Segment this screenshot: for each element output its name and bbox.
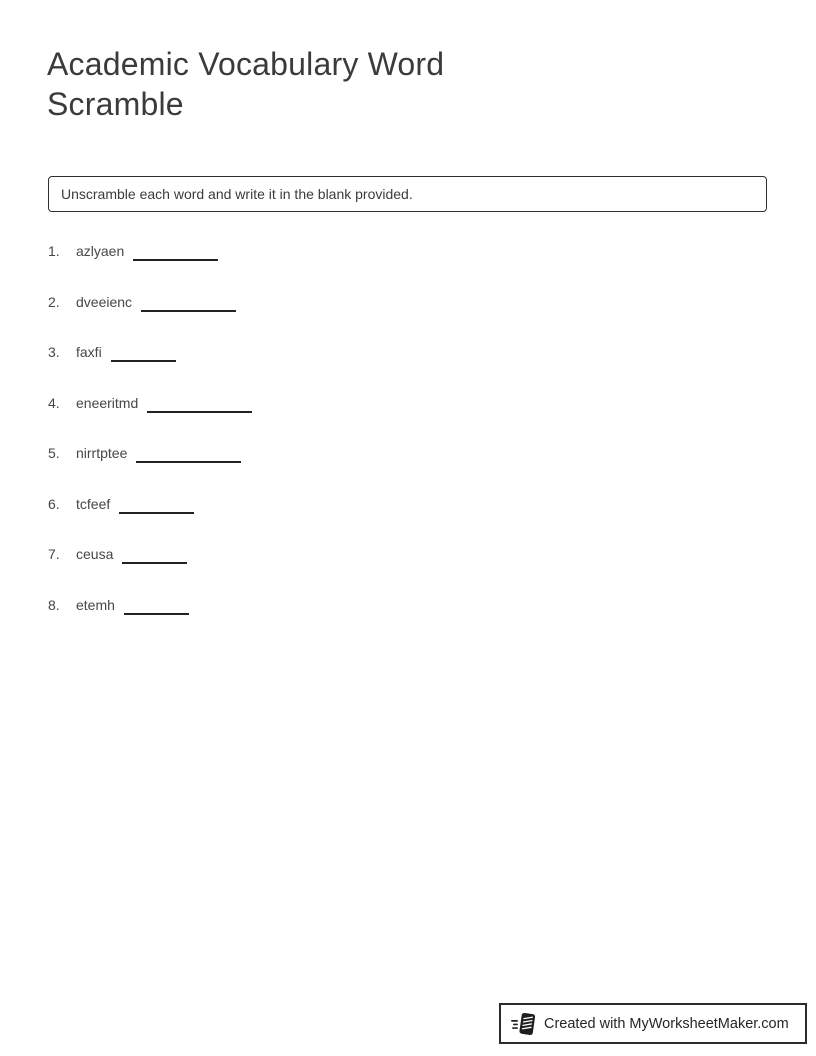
- answer-blank[interactable]: [122, 548, 187, 564]
- word-item: [48, 242, 252, 261]
- answer-blank[interactable]: [124, 599, 189, 615]
- scrambled-word: azlyaen: [76, 243, 125, 259]
- item-number: 6.: [48, 495, 60, 512]
- item-number: 3.: [48, 344, 60, 360]
- scrambled-word: tcfeef: [76, 495, 111, 512]
- answer-blank[interactable]: [141, 296, 236, 312]
- scrambled-word: ceusa: [76, 546, 114, 562]
- scrambled-word: dveeienc: [76, 293, 133, 310]
- scrambled-word: etemh: [76, 596, 115, 613]
- worksheet-logo-icon: [511, 1011, 536, 1037]
- footer-badge: [499, 1003, 807, 1044]
- item-number: 1.: [48, 243, 60, 259]
- answer-blank[interactable]: [147, 397, 252, 413]
- scrambled-word: eneeritmd: [76, 394, 139, 411]
- instructions-box: [48, 176, 767, 212]
- item-number: 7.: [48, 546, 60, 562]
- item-number: 8.: [48, 596, 60, 613]
- answer-blank[interactable]: [111, 346, 176, 362]
- word-item: [48, 293, 252, 312]
- word-item: [48, 343, 252, 362]
- word-item: [48, 394, 252, 413]
- answer-blank[interactable]: [119, 498, 194, 514]
- item-number: 2.: [48, 293, 60, 310]
- footer-text: Created with MyWorksheetMaker.com: [544, 1015, 789, 1032]
- item-number: 4.: [48, 394, 60, 411]
- scrambled-word: faxfi: [76, 344, 102, 360]
- page-title: Academic Vocabulary Word Scramble: [47, 46, 445, 122]
- scrambled-word: nirrtptee: [76, 445, 128, 461]
- word-item: [48, 596, 252, 615]
- instructions-text: Unscramble each word and write it in the blank provided.: [61, 186, 413, 202]
- word-item: [48, 495, 252, 514]
- answer-blank[interactable]: [133, 245, 218, 261]
- word-list: [48, 242, 252, 646]
- item-number: 5.: [48, 445, 60, 461]
- answer-blank[interactable]: [136, 447, 241, 463]
- word-item: [48, 545, 252, 564]
- word-item: [48, 444, 252, 463]
